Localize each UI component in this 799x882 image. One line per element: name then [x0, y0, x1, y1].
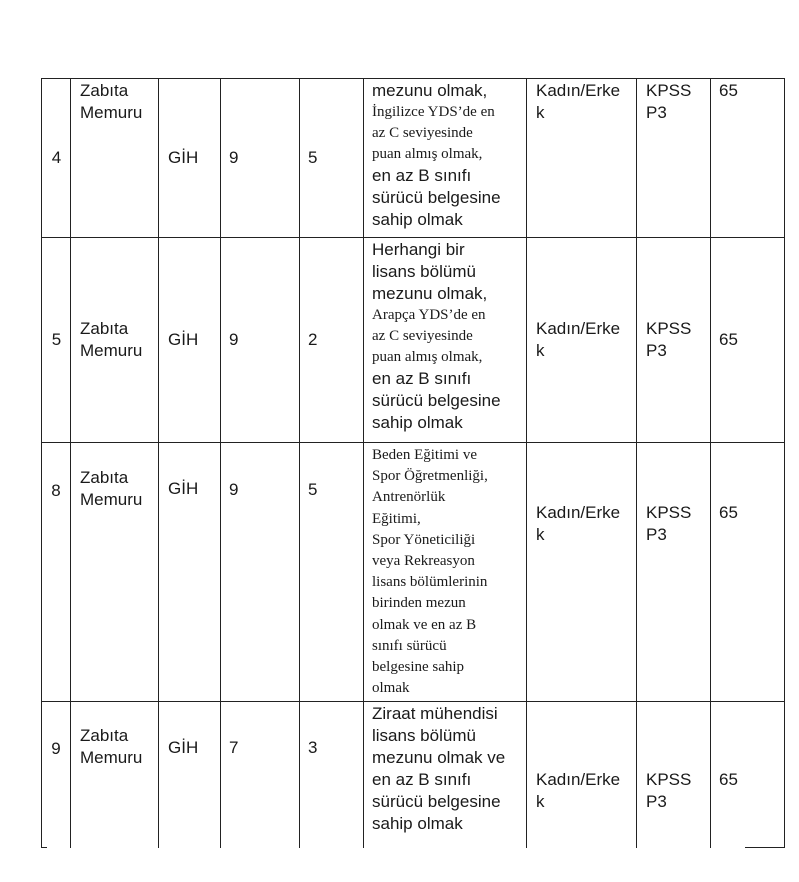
row-number-cell	[41, 702, 70, 848]
qualification-line: Herhangi bir	[372, 240, 465, 259]
count-value: 5	[308, 148, 318, 167]
class-value: GİH	[168, 479, 199, 498]
position-title: Zabıta Memuru	[80, 726, 143, 767]
score-cell	[710, 443, 785, 702]
qualification-line: Antrenörlük	[372, 489, 446, 506]
row-number-cell	[41, 238, 70, 443]
count-value: 3	[308, 738, 318, 757]
count-cell	[299, 702, 363, 848]
row-number: 9	[51, 739, 61, 758]
qualification-line: veya Rekreasyon	[372, 553, 475, 570]
qualification-line: Ziraat mühendisi	[372, 704, 498, 723]
qualification-line: mezunu olmak,	[372, 284, 488, 303]
qualification-line: birinden mezun	[372, 595, 466, 612]
position-cell	[70, 443, 158, 702]
qualification-cell	[363, 238, 526, 443]
qualification-line: az C seviyesinde	[372, 328, 473, 344]
score-cell	[710, 78, 785, 238]
count-cell	[299, 78, 363, 238]
gender-cell	[526, 78, 636, 238]
qualification-line: puan almış olmak,	[372, 349, 483, 365]
qualification-line: olmak ve en az B	[372, 616, 477, 633]
count-value: 5	[308, 480, 318, 499]
score-value: 65	[719, 330, 738, 349]
table-row	[41, 78, 785, 238]
score-value: 65	[719, 770, 738, 789]
bottom-rule-fragment	[745, 847, 785, 848]
class-cell	[158, 702, 220, 848]
score-cell	[710, 702, 785, 848]
class-value: GİH	[168, 148, 199, 167]
qualification-line: İngilizce YDS’de en	[372, 104, 495, 120]
gender-cell	[526, 238, 636, 443]
qualification-line: olmak	[372, 680, 410, 697]
degree-value: 7	[229, 738, 239, 757]
qualification-line: sürücü belgesine	[372, 391, 501, 410]
kpss-value: KPSS P3	[646, 503, 692, 544]
degree-cell	[220, 238, 299, 443]
kpss-cell	[636, 78, 710, 238]
row-number: 8	[51, 481, 61, 500]
table-row	[41, 238, 785, 443]
gender-value: Kadın/Erke k	[536, 81, 621, 122]
gender-cell	[526, 443, 636, 702]
gender-cell	[526, 702, 636, 848]
gender-value: Kadın/Erke k	[536, 319, 621, 360]
qualification-line: sahip olmak	[372, 814, 463, 833]
position-title: Zabıta Memuru	[80, 319, 143, 360]
qualification-line: Beden Eğitimi ve	[372, 447, 477, 463]
qualification-line: Arapça YDS’de en	[372, 307, 486, 323]
qualification-line: en az B sınıfı	[372, 369, 472, 388]
class-cell	[158, 78, 220, 238]
bottom-rule-fragment	[41, 847, 47, 848]
qualification-line: Spor Öğretmenliği,	[372, 468, 488, 485]
class-value: GİH	[168, 330, 199, 349]
qualification-line: mezunu olmak ve	[372, 748, 506, 767]
degree-value: 9	[229, 480, 239, 499]
kpss-cell	[636, 702, 710, 848]
class-cell	[158, 238, 220, 443]
position-cell	[70, 238, 158, 443]
degree-value: 9	[229, 148, 239, 167]
row-number: 5	[51, 330, 62, 349]
kpss-cell	[636, 238, 710, 443]
table-row	[41, 443, 785, 702]
score-cell	[710, 238, 785, 443]
row-number: 4	[51, 148, 62, 167]
qualification-line: en az B sınıfı	[372, 770, 472, 789]
kpss-value: KPSS P3	[646, 81, 692, 122]
qualification-line: en az B sınıfı	[372, 166, 472, 185]
kpss-value: KPSS P3	[646, 770, 692, 811]
qualification-line: az C seviyesinde	[372, 125, 473, 141]
qualification-cell	[363, 443, 526, 702]
qualification-line: sürücü belgesine	[372, 188, 501, 207]
degree-cell	[220, 702, 299, 848]
qualification-line: sınıfı sürücü	[372, 637, 447, 654]
position-title: Zabıta Memuru	[80, 81, 143, 122]
count-cell	[299, 238, 363, 443]
count-value: 2	[308, 330, 318, 349]
qualification-line: puan almış olmak,	[372, 146, 483, 162]
degree-cell	[220, 78, 299, 238]
qualification-line: sahip olmak	[372, 210, 463, 229]
degree-cell	[220, 443, 299, 702]
qualification-line: sürücü belgesine	[372, 792, 501, 811]
position-cell	[70, 702, 158, 848]
count-cell	[299, 443, 363, 702]
score-value: 65	[719, 81, 738, 100]
qualification-cell	[363, 78, 526, 238]
qualification-line: lisans bölümü	[372, 726, 476, 745]
row-number-cell	[41, 78, 70, 238]
qualification-line: belgesine sahip	[372, 659, 465, 676]
gender-value: Kadın/Erke k	[536, 770, 621, 811]
table-row	[41, 702, 785, 848]
qualification-cell	[363, 702, 526, 848]
qualification-line: sahip olmak	[372, 413, 463, 432]
degree-value: 9	[229, 330, 239, 349]
row-number-cell	[41, 443, 70, 702]
qualification-line: lisans bölümü	[372, 262, 476, 281]
qualification-line: mezunu olmak,	[372, 81, 488, 100]
position-title: Zabıta Memuru	[80, 468, 143, 509]
score-value: 65	[719, 503, 738, 522]
class-value: GİH	[168, 738, 199, 757]
kpss-cell	[636, 443, 710, 702]
qualification-line: lisans bölümlerinin	[372, 574, 488, 591]
kpss-value: KPSS P3	[646, 319, 692, 360]
class-cell	[158, 443, 220, 702]
position-cell	[70, 78, 158, 238]
qualification-line: Spor Yöneticiliği	[372, 531, 476, 548]
gender-value: Kadın/Erke k	[536, 503, 621, 544]
qualification-line: Eğitimi,	[372, 510, 421, 527]
